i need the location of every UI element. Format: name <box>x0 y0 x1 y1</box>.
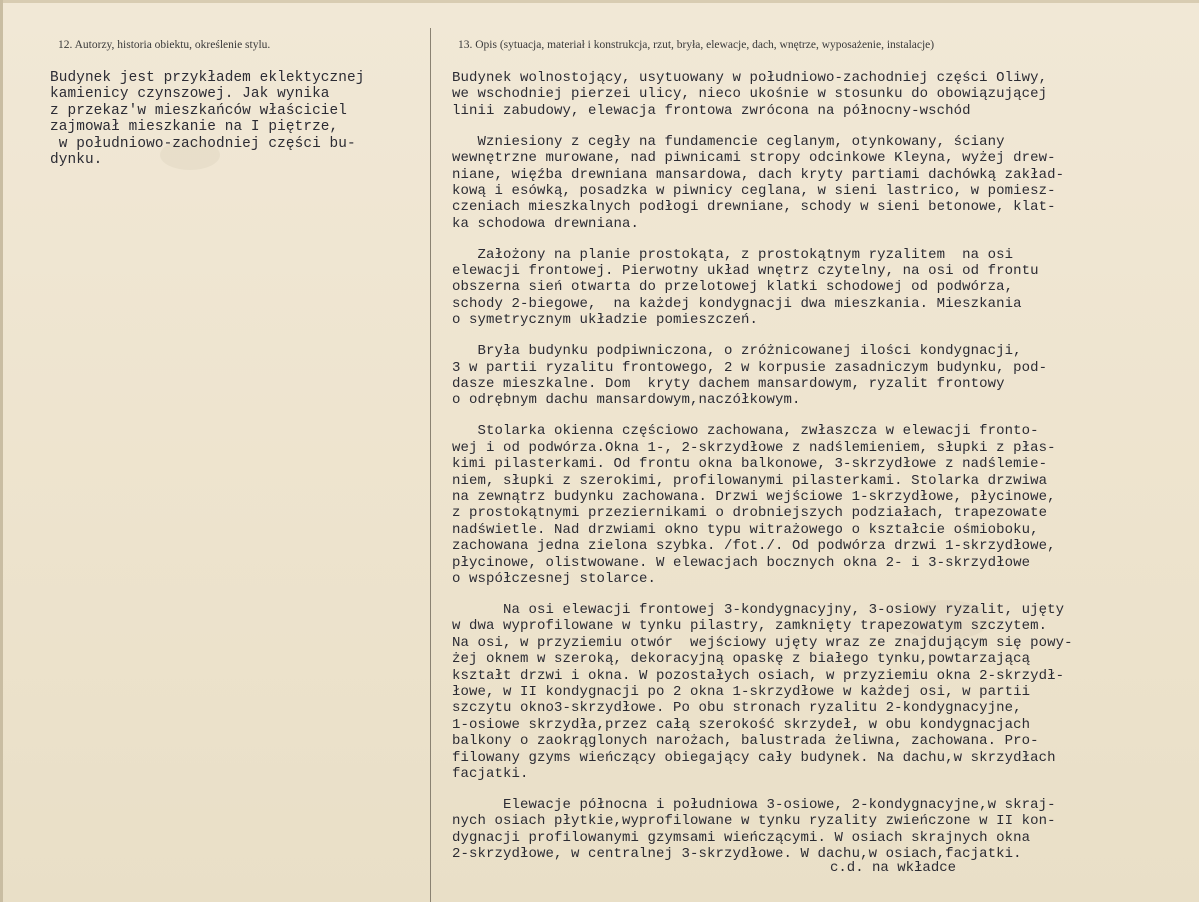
column-divider <box>430 28 431 902</box>
description-paragraph-joinery: Stolarka okienna częściowo zachowana, zwłaszcza w elewacji fronto- wej i od podwórza.Okna 1-, 2-skrzydłowe z nadślemieniem, słupki z płas- kimi pilasterkami. Od frontu okna balkonowe, 3-skrzydłowe z nadślemie- niem, słupki z szerokimi, profilowanymi pilasterkami. Stolarka drzwiwa na zewnątrz budynku zachowana. Drzwi wejściowe 1-skrzydłowe, płycinowe, z prostokątnymi przeziernikami o drobniejszych podziałach, trapezowate nadświetle. Nad drzwiami okno typu witrażowego o kształcie ośmioboku, zachowana jedna zielona szybka. /fot./. Od podwórza drzwi 1-skrzydłowe, płycinowe, olistwowane. W elewacjach bocznych okna 2- i 3-skrzydłowe o współczesnej stolarce. <box>452 423 1056 587</box>
description-paragraph-front-elevation: Na osi elewacji frontowej 3-kondygnacyjny, 3-osiowy ryzalit, ujęty w dwa wyprofilowane w tynku pilastry, zamknięty trapezowatym szczytem. Na osi, w przyziemiu otwór wejściowy ujęty wraz ze znajdującym się powy- żej oknem w szeroką, dekoracyjną opaskę z białego tynku,powtarzającą kształt drzwi i okna. W pozostałych osiach, w przyziemiu okna 2-skrzydł- łowe, w II kondygnacji po 2 okna 1-skrzydłowe w każdej osi, w partii szczytu okno3-skrzydłowe. Po obu stronach ryzalitu 2-kondygnacyjne, 1-osiowe skrzydła,przez całą szerokość skrzydeł, w obu kondygnacjach balkony o zaokrąglonych narożach, balustrada żeliwna, zachowana. Pro- filowany gzyms wieńczący obiegający cały budynek. Na dachu,w skrzydłach facjatki. <box>452 601 1073 782</box>
description-paragraph-side-elevations: Elewacje północna i południowa 3-osiowe, 2-kondygnacyjne,w skraj- nych osiach płytkie,wyprofilowane w tynku ryzality zwieńczone w II kon- dygnacji profilowanymi gzymsami wieńczącymi. W osiach skrajnych okna 2-skrzydłowe, w centralnej 3-skrzydłowe. W dachu,w osiach,facjatki. <box>452 796 1056 863</box>
paper-edge-left <box>0 0 3 902</box>
description-paragraph-massing: Bryła budynku podpiwniczona, o zróżnicowanej ilości kondygnacji, 3 w partii ryzalitu frontowego, 2 w korpusie zasadniczym budynku, pod- dasze mieszkalne. Dom kryty dachem mansardowym, ryzalit frontowy o odrębnym dachu mansardowym,naczółkowym. <box>452 343 1048 409</box>
description-column <box>452 70 1192 877</box>
history-paragraph: Budynek jest przykładem eklektycznej kamienicy czynszowej. Jak wynika z przekaz'w mieszkańców właściciel zajmował mieszkanie na I piętrze, w południowo-zachodniej części bu- dynku. <box>50 70 365 169</box>
description-paragraph-location: Budynek wolnostojący, usytuowany w południowo-zachodniej części Oliwy, we wschodniej pierzei ulicy, nieco ukośnie w stosunku do obowiązującej linii zabudowy, elewacja frontowa zwrócona na północny-wschód <box>452 70 1048 119</box>
description-paragraph-plan: Założony na planie prostokąta, z prostokątnym ryzalitem na osi elewacji frontowej. Pierwotny układ wnętrz czytelny, na osi od frontu obszerna sień otwarta do przelotowej klatki schodowej od podwórza, schody 2-biegowe, na każdej kondygnacji dwa mieszkania. Mieszkania o symetrycznym układzie pomieszczeń. <box>452 246 1039 329</box>
authors-history-column <box>50 70 425 183</box>
paper-edge-top <box>0 0 1199 3</box>
section-13-header: 13. Opis (sytuacja, materiał i konstrukcja, rzut, bryła, elewacje, dach, wnętrze, wyposażenie, instalacje) <box>458 39 935 51</box>
description-paragraph-materials: Wzniesiony z cegły na fundamencie ceglanym, otynkowany, ściany wewnętrzne murowane, nad piwnicami stropy odcinkowe Kleyna, wyżej drew- niane, więźba drewniana mansardowa, dach kryty partiami dachówką zakład- kową i esówką, posadzka w piwnicy ceglana, w sieni lastrico, w pomiesz- czeniach mieszkalnych podłogi drewniane, schody w sieni betonowe, klat- ka schodowa drewniana. <box>452 133 1065 232</box>
continuation-note: c.d. na wkładce <box>830 860 957 876</box>
section-12-header: 12. Autorzy, historia obiektu, określenie stylu. <box>58 39 271 51</box>
